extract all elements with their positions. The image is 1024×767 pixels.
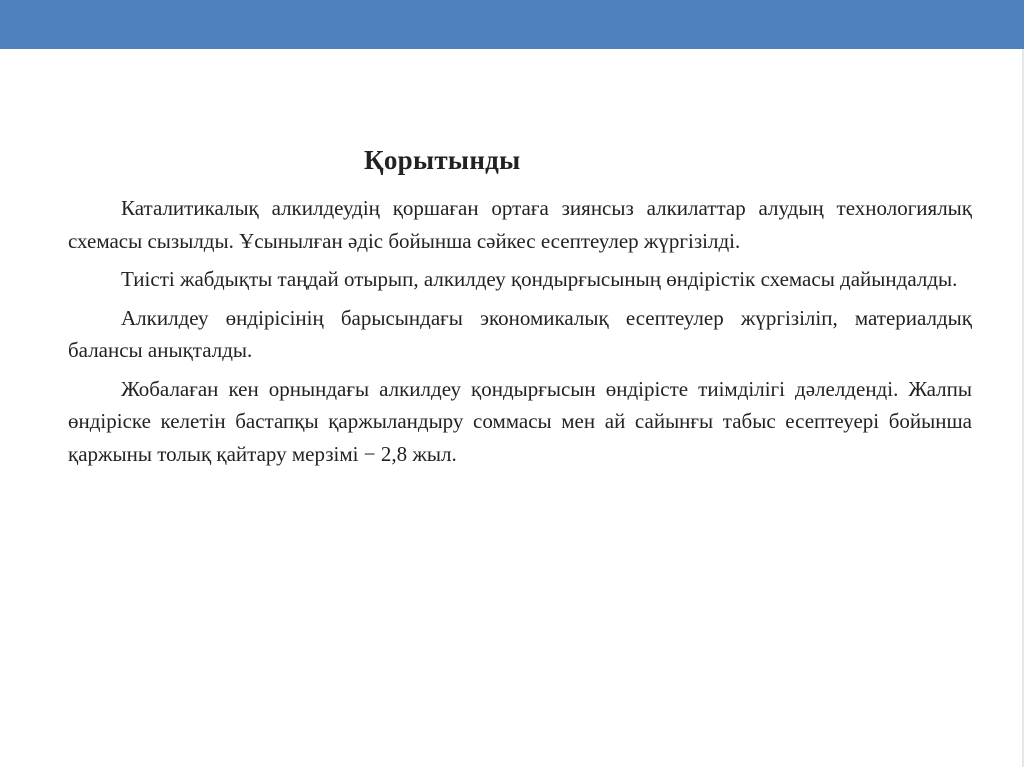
slide-title: Қорытынды (364, 145, 521, 175)
paragraph-2: Тиісті жабдықты таңдай отырып, алкилдеу қондырғысының өндірістік схемасы дайындалды. (121, 267, 958, 291)
header-band (0, 0, 1024, 49)
paragraph-3: Алкилдеу өндірісінің барысындағы экономикалық есептеулер жүргізіліп, материалдық балансы анықталды. (68, 305, 972, 362)
paragraph-4: Жобалаған кен орнындағы алкилдеу қондырғысын өндірісте тиімділігі дәлелденді. Жалпы өндіріске келетін бастапқы қаржыландыру соммасы мен ай сайынғы табыс есептеуері бойынша қаржыны толық қайтару мерзімі − 2,8 жыл. (68, 376, 972, 466)
slide-content (68, 140, 972, 476)
paragraph-1: Каталитикалық алкилдеудің қоршаған ортаға зиянсыз алкилаттар алудың технологиялық схемасы сызылды. Ұсынылған әдіс бойынша сәйкес есептеулер жүргізілді. (68, 196, 972, 253)
